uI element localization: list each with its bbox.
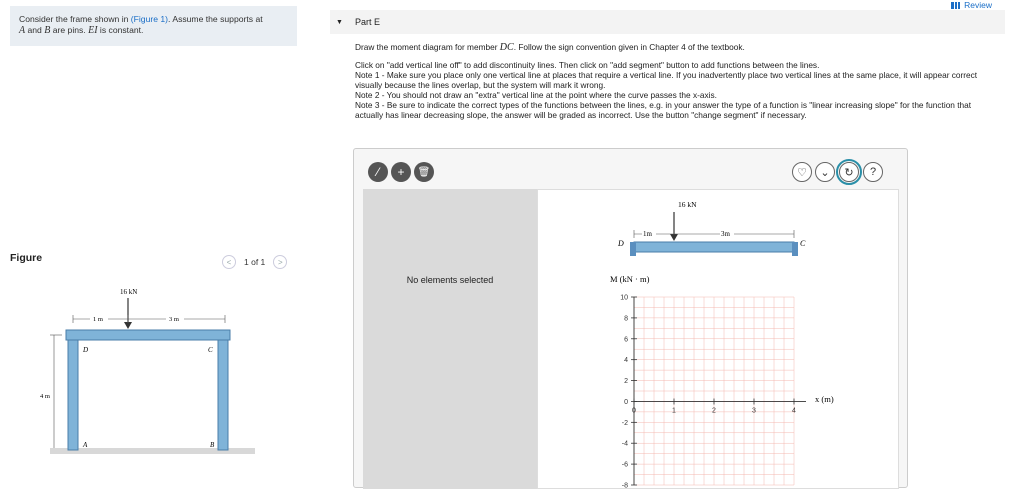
instruction-line-1: Click on "add vertical line off" to add discontinuity lines. Then click on "add segment" button to add functions between the lines. [355, 60, 820, 70]
dimension-left-label: 1 m [93, 316, 103, 323]
reset-button[interactable]: ↻ [839, 162, 859, 182]
node-d-label: D [83, 346, 89, 354]
y-tick-label: -8 [621, 482, 628, 490]
y-tick-label: 2 [624, 378, 628, 386]
node-b-label: B [210, 441, 215, 449]
figure-link[interactable]: (Figure 1) [130, 14, 169, 24]
x-tick-label: 4 [792, 407, 796, 415]
y-tick-label: -2 [621, 419, 628, 427]
problem-line-1: Consider the frame shown in (Figure 1). Assume the supports at [19, 14, 263, 24]
toolbar [354, 149, 907, 189]
x-tick-label: 3 [752, 407, 756, 415]
review-link[interactable] [951, 0, 992, 10]
instruction-note-3: Note 3 - Be sure to indicate the correct types of the functions between the lines, e.g. in your answer the type of a function is "linear increasing slope" for the function that actually has linear decreasing slope, the answer will be graded as incorrect. Use the button "change segment" if necessary. [355, 100, 972, 120]
beam-node-d: D [618, 239, 624, 248]
x-axis-label: x (m) [815, 394, 834, 404]
load-arrowhead [124, 322, 132, 329]
add-segment-button[interactable]: + [391, 162, 411, 182]
part-e-header[interactable] [330, 10, 1005, 34]
collapse-icon[interactable]: ▼ [336, 18, 343, 26]
add-vertical-line-button[interactable]: ⁄ [368, 162, 388, 182]
draw-instruction: Draw the moment diagram for member DC. Follow the sign convention given in Chapter 4 of the textbook. [355, 42, 745, 53]
figure-label: Figure [10, 252, 43, 264]
beam-diagram [617, 200, 806, 256]
beam-node-c: C [800, 239, 806, 248]
y-tick-label: -6 [621, 461, 628, 469]
properties-panel [363, 189, 537, 489]
beam-end-d [630, 242, 636, 256]
y-tick-label: 8 [624, 315, 628, 323]
beam-member [634, 242, 794, 252]
figure-pager [222, 255, 287, 269]
x-tick-label: 2 [712, 407, 716, 415]
y-tick-label: 0 [624, 398, 628, 406]
frame-figure [40, 280, 270, 465]
delete-button[interactable]: 🗑 [414, 162, 434, 182]
review-icon [951, 2, 960, 9]
y-tick-label: 10 [620, 294, 628, 302]
load-label: 16 kN [120, 288, 138, 296]
node-a-label: A [83, 441, 88, 449]
node-c-label: C [208, 346, 213, 354]
column-cb [218, 330, 228, 450]
beam-dim-right-label: 3m [721, 230, 730, 238]
prev-figure-button[interactable]: < [222, 255, 236, 269]
diagram-svg[interactable] [538, 190, 900, 490]
y-axis-label: M (kN · m) [610, 274, 650, 284]
review-label: Review [964, 0, 992, 10]
no-selection-message: No elements selected [406, 275, 494, 285]
instruction-note-1: Note 1 - Make sure you place only one vertical line at places that require a vertical line. If you inadvertently place two vertical lines at the same place, it will appear correct visually because the lines overlap, but the system will mark it wrong. [355, 70, 978, 90]
x-tick-label: 1 [672, 407, 676, 415]
y-tick-label: 4 [624, 357, 628, 365]
beam-end-c [792, 242, 798, 256]
beam-dim-left-label: 1m [643, 230, 652, 238]
beam-load-arrowhead [670, 234, 678, 241]
x-tick-label: 0 [632, 407, 636, 415]
dropdown-button[interactable]: ⌄ [815, 162, 835, 182]
help-button[interactable]: ? [863, 162, 883, 182]
dimension-right-label: 3 m [169, 316, 179, 323]
hint-button[interactable]: ♡ [792, 162, 812, 182]
beam-load-label: 16 kN [678, 200, 697, 209]
instructions [355, 42, 985, 120]
moment-diagram-tool [353, 148, 908, 488]
figure-page-count: 1 of 1 [244, 257, 266, 267]
column-da [68, 330, 78, 450]
beam-dc [66, 330, 230, 340]
problem-statement [10, 6, 297, 46]
next-figure-button[interactable]: > [273, 255, 287, 269]
problem-line-2: A and B are pins. EI is constant. [19, 25, 144, 36]
y-tick-label: -4 [621, 440, 628, 448]
instruction-note-2: Note 2 - You should not draw an "extra" vertical line at the point where the curve passes the x-axis. [355, 90, 717, 100]
part-title: Part E [354, 17, 380, 27]
diagram-canvas[interactable] [537, 189, 899, 489]
y-tick-label: 6 [624, 336, 628, 344]
height-label: 4 m [40, 393, 50, 400]
